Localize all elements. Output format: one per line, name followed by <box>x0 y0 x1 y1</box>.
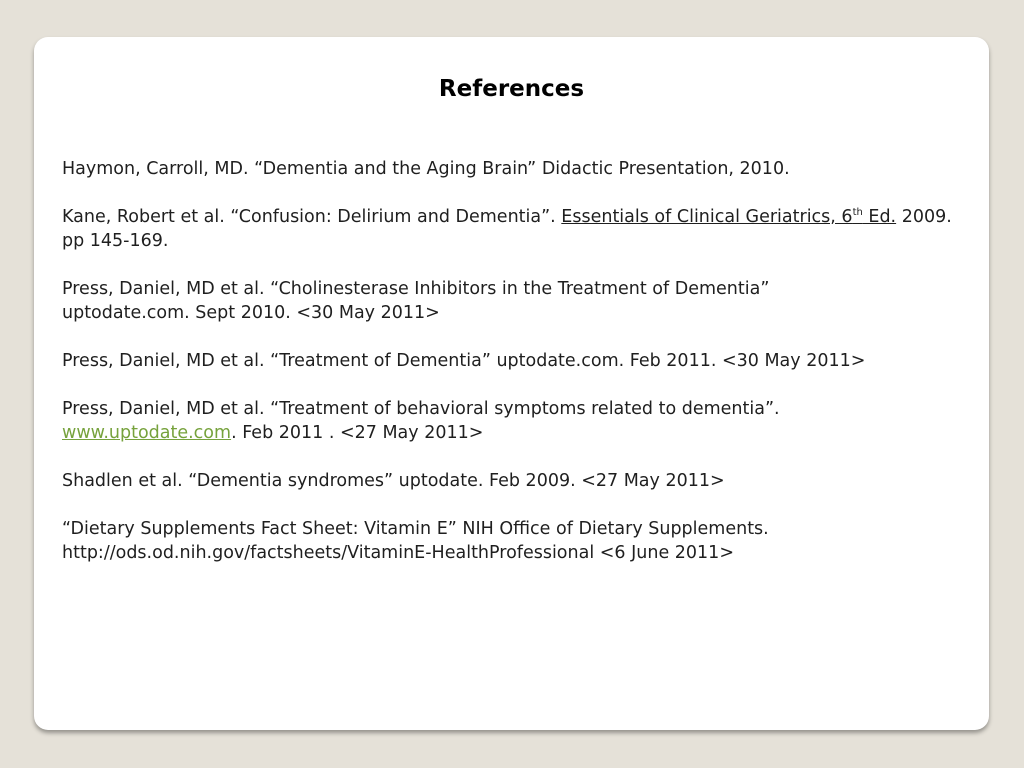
slide-card <box>34 37 989 730</box>
reference-text: 2009. pp 145-169. <box>62 207 952 251</box>
reference-text: Press, Daniel, MD et al. “Treatment of Dementia” uptodate.com. Feb 2011. <30 May 2011> <box>62 351 866 371</box>
ordinal-superscript: th <box>852 207 863 218</box>
reference-line: uptodate.com. Sept 2010. <30 May 2011> <box>62 303 440 323</box>
reference-line: http://ods.od.nih.gov/factsheets/VitaminE-HealthProfessional <6 June 2011> <box>62 543 734 563</box>
reference-text: Haymon, Carroll, MD. “Dementia and the Aging Brain” Didactic Presentation, 2010. <box>62 159 790 179</box>
reference-line: “Dietary Supplements Fact Sheet: Vitamin E” NIH Office of Dietary Supplements. <box>62 519 769 539</box>
reference-text: Kane, Robert et al. “Confusion: Delirium and Dementia”. <box>62 207 562 227</box>
reference-press-cholinesterase <box>62 277 967 325</box>
reference-haymon <box>62 157 967 181</box>
slide-title: References <box>438 76 585 102</box>
reference-text: Shadlen et al. “Dementia syndromes” uptodate. Feb 2009. <27 May 2011> <box>62 471 725 491</box>
reference-press-behavioral <box>62 397 967 445</box>
reference-line: Press, Daniel, MD et al. “Cholinesterase Inhibitors in the Treatment of Dementia” <box>62 279 770 299</box>
reference-press-treatment <box>62 349 967 373</box>
reference-line <box>62 421 967 445</box>
reference-text: . Feb 2011 . <27 May 2011> <box>231 423 484 443</box>
uptodate-link[interactable]: www.uptodate.com <box>62 423 232 443</box>
reference-shadlen <box>62 469 967 493</box>
reference-nih-vitamin-e <box>62 517 967 565</box>
book-title <box>561 207 896 227</box>
references-list <box>62 157 967 589</box>
reference-kane <box>62 205 967 253</box>
book-title-main: Essentials of Clinical Geriatrics, 6 <box>561 207 853 227</box>
book-title-edition: Ed. <box>862 207 897 227</box>
reference-line: Press, Daniel, MD et al. “Treatment of behavioral symptoms related to dementia”. <box>62 399 780 419</box>
